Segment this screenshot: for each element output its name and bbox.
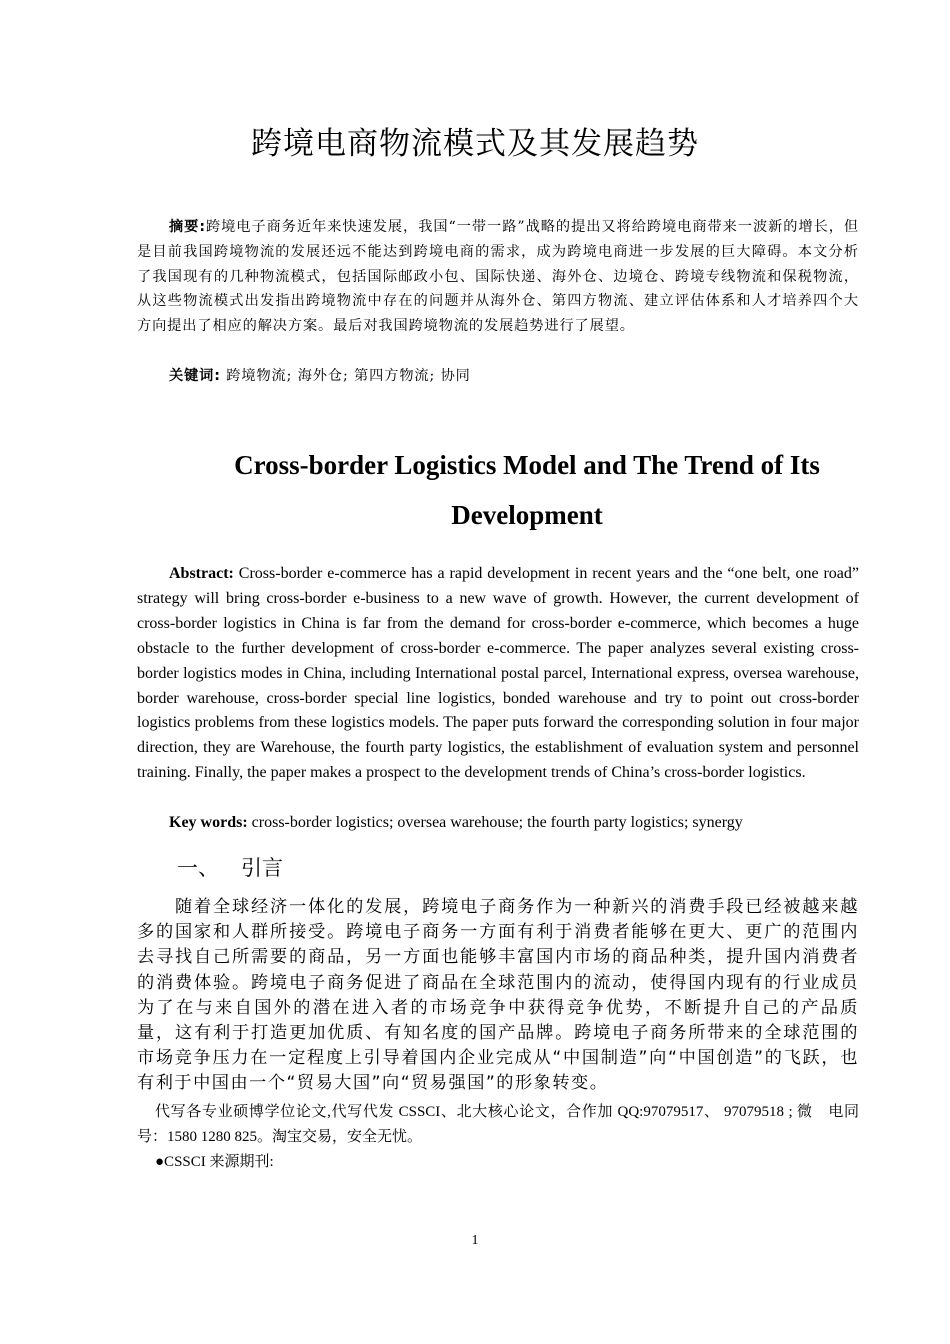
english-title: Cross-border Logistics Model and The Trend of Its Development — [234, 450, 820, 530]
english-abstract-text: Cross-border e-commerce has a rapid development in recent years and the “one belt, one road” strategy will bring cross-border e-business to a new wave of growth. However, the current development of cross-border logistics in China is far from the demand for cross-border e-commerce, which becomes a huge obstacle to the further development of cross-border e-commerce. The paper analyzes several existing cross-border logistics modes in China, including International postal parcel, International express, oversea warehouse, border warehouse, cross-border special line logistics, bonded warehouse and try to point out cross-border logistics problems from these logistics models. The paper puts forward the corresponding solution in four major direction, they are Warehouse, the fourth party logistics, the establishment of evaluation system and personnel training. Finally, the paper makes a prospect to the development trends of China’s cross-border logistics. — [137, 565, 859, 782]
chinese-title: 跨境电商物流模式及其发展趋势 — [251, 126, 699, 162]
page-number: 1 — [471, 1233, 479, 1248]
chinese-keywords — [137, 364, 891, 389]
chinese-abstract — [137, 215, 859, 339]
section-number: 一、 — [177, 856, 219, 880]
chinese-abstract-text: 跨境电子商务近年来快速发展，我国“一带一路”战略的提出又将给跨境电商带来一波新的增长，但是目前我国跨境物流的发展还远不能达到跨境电商的需求，成为跨境电商进一步发展的巨大障碍。本文分析了我国现有的几种物流模式，包括国际邮政小包、国际快递、海外仓、边境仓、跨境专线物流和保税物流，从这些物流模式出发指出跨境物流中存在的问题并从海外仓、第四方物流、建立评估体系和人才培养四个大方向提出了相应的解决方案。最后对我国跨境物流的发展趋势进行了展望。 — [137, 219, 860, 335]
english-keywords-text: cross-border logistics; oversea warehouse; the fourth party logistics; synergy — [251, 814, 743, 831]
intro-paragraph: 随着全球经济一体化的发展，跨境电子商务作为一种新兴的消费手段已经被越来越多的国家和人群所接受。跨境电子商务一方面有利于消费者能够在更大、更广的范围内去寻找自己所需要的商品，另一方面也能够丰富国内市场的商品种类，提升国内消费者的消费体验。跨境电子商务促进了商品在全球范围内的流动，使得国内现有的行业成员为了在与来自国外的潜在进入者的市场竞争中获得竞争优势，不断提升自己的产品质量，这有利于打造更加优质、有知名度的国产品牌。跨境电子商务所带来的全球范围的市场竞争压力在一定程度上引导着国内企业完成从“中国制造”向“中国创造”的飞跃，也有利于中国由一个“贸易大国”向“贸易强国”的形象转变。 — [137, 897, 859, 1094]
english-abstract — [137, 562, 859, 786]
ad-line: 代写各专业硕博学位论文,代写代发 CSSCI、北大核心论文，合作加 QQ:97079517、 97079518 ; 微 电同号：1580 1280 825。淘宝交易，安全无忧。 — [137, 1104, 859, 1145]
section-heading — [177, 852, 283, 882]
section-title: 引言 — [241, 856, 283, 880]
ad-bullet: ●CSSCI 来源期刊: — [155, 1154, 274, 1170]
english-keywords — [137, 811, 891, 836]
chinese-abstract-label: 摘要: — [169, 219, 206, 235]
chinese-keywords-label: 关键词: — [169, 368, 221, 384]
english-keywords-label: Key words: — [169, 814, 248, 831]
english-abstract-label: Abstract: — [169, 565, 234, 582]
chinese-keywords-text: 跨境物流; 海外仓; 第四方物流; 协同 — [226, 368, 471, 384]
